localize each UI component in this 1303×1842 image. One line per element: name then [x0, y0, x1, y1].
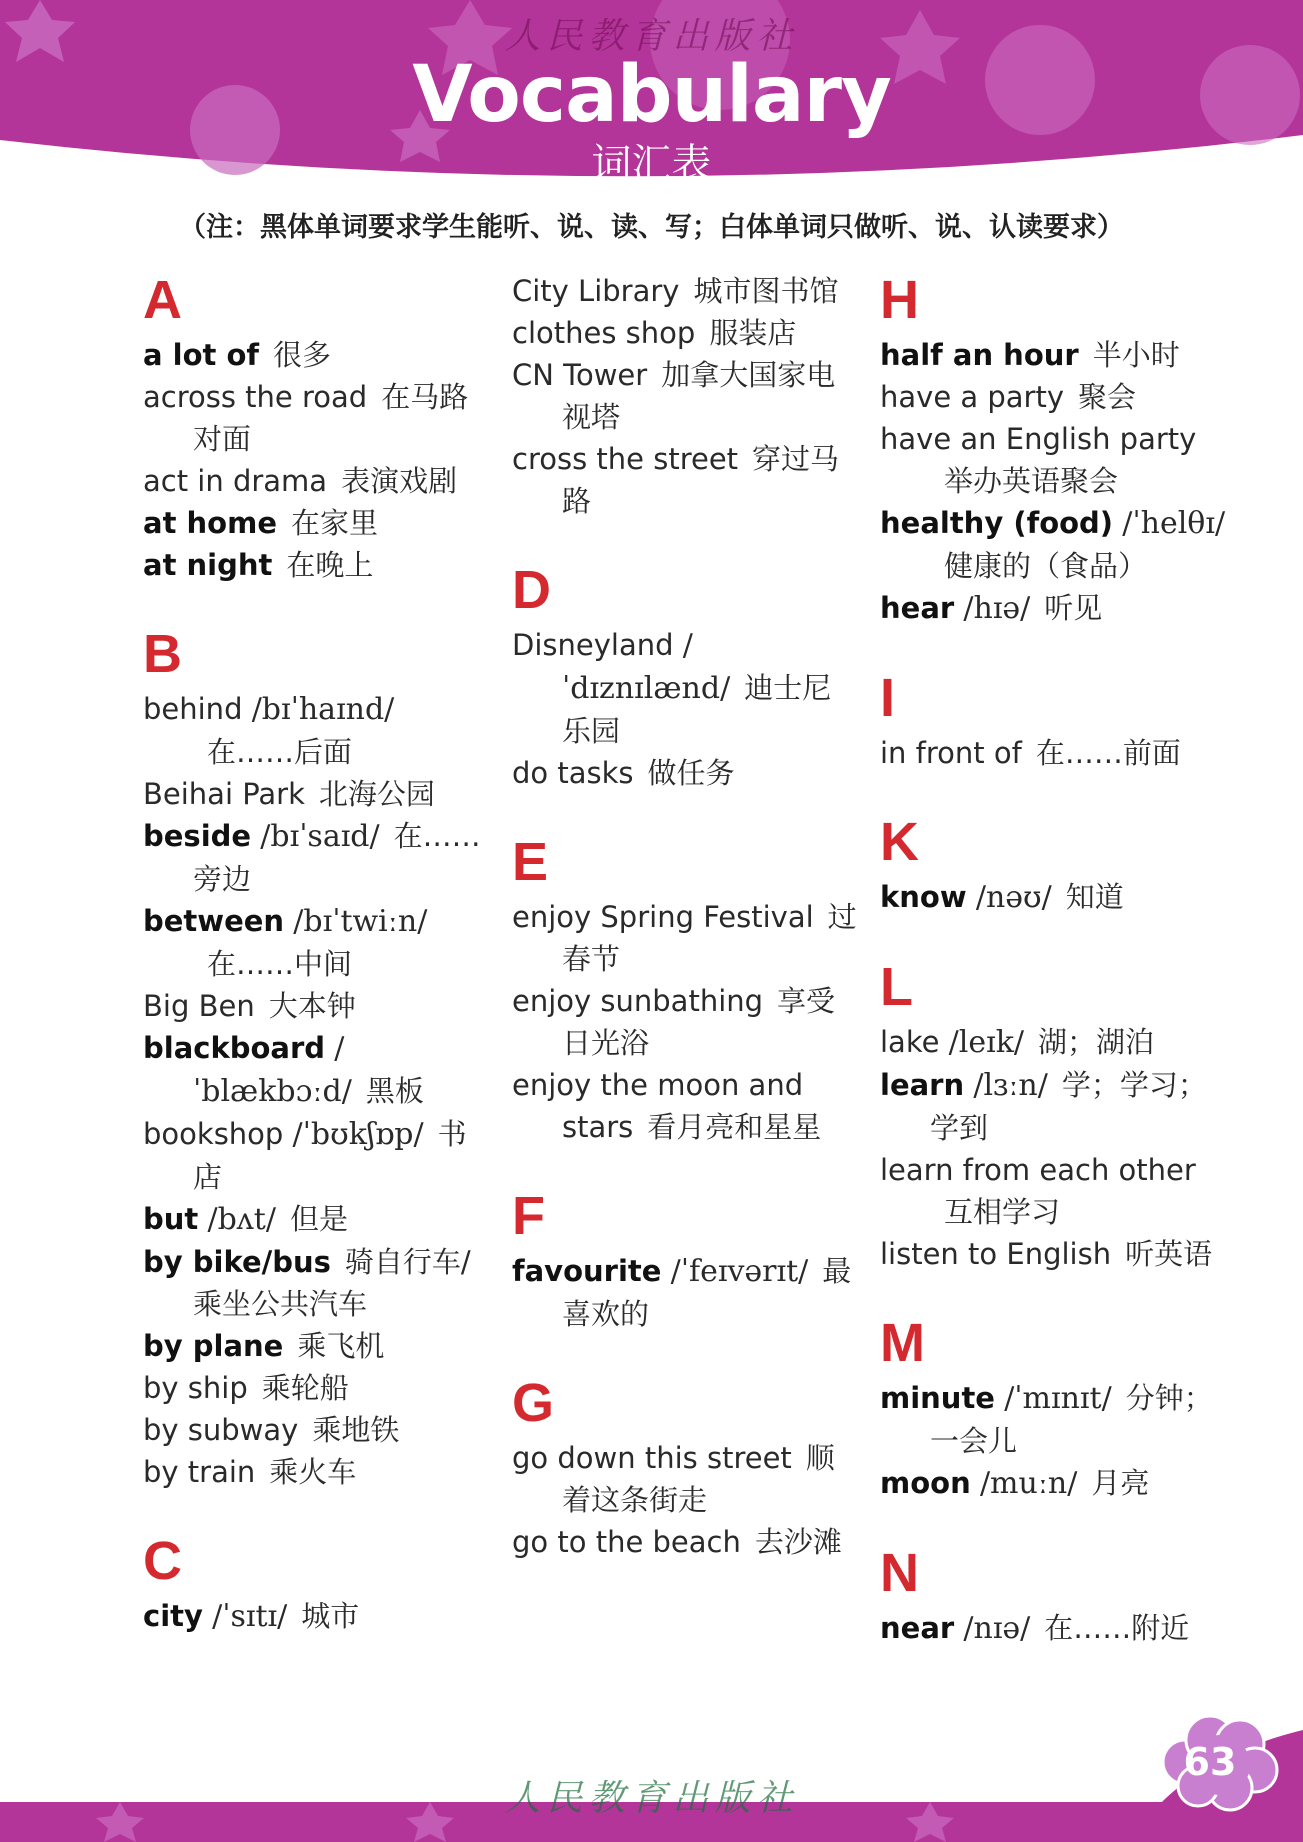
vocab-word: at night	[143, 548, 273, 582]
vocab-meaning: 黑板	[365, 1074, 424, 1108]
vocab-word: Disneyland	[512, 628, 674, 662]
vocab-column-3	[880, 270, 1230, 1688]
vocab-phonetic: /ˈmɪnɪt/	[1004, 1381, 1112, 1416]
vocab-meaning: 很多	[273, 338, 332, 372]
vocab-entry	[880, 1377, 1230, 1462]
vocab-entry	[512, 1437, 857, 1521]
vocab-meaning: 健康的（食品）	[944, 549, 1148, 583]
vocab-word: City Library	[512, 274, 680, 308]
vocab-meaning: 乘地铁	[312, 1413, 400, 1447]
vocab-word: know	[880, 880, 967, 914]
vocab-entry	[880, 376, 1230, 418]
vocab-entry	[143, 334, 488, 376]
vocab-meaning: 做任务	[647, 756, 735, 790]
vocab-entry	[512, 438, 857, 522]
vocab-meaning: 穿过马路	[562, 442, 840, 518]
vocab-word: in front of	[880, 736, 1022, 770]
vocab-phonetic: /leɪk/	[948, 1025, 1024, 1060]
vocab-word: by bike/bus	[143, 1245, 331, 1279]
vocab-word: clothes shop	[512, 316, 696, 350]
vocab-entry	[143, 376, 488, 460]
vocab-word: act in drama	[143, 464, 328, 498]
vocab-meaning: 互相学习	[944, 1195, 1061, 1229]
vocab-entry	[512, 1064, 857, 1148]
vocab-meaning: 湖；湖泊	[1038, 1025, 1155, 1059]
vocab-word: listen to English	[880, 1237, 1112, 1271]
vocab-meaning: 半小时	[1092, 338, 1180, 372]
vocab-section-h	[880, 270, 1230, 630]
vocab-phonetic: /ˈblækbɔːd/	[193, 1031, 352, 1109]
vocab-word: hear	[880, 591, 955, 625]
vocab-word: blackboard	[143, 1031, 326, 1065]
vocab-entry	[143, 773, 488, 815]
vocab-word: by train	[143, 1455, 256, 1489]
vocab-entry	[143, 1113, 488, 1198]
vocab-section-a	[143, 270, 488, 586]
vocab-word: lake	[880, 1025, 940, 1059]
page-title: Vocabulary	[412, 50, 891, 140]
vocab-word: do tasks	[512, 756, 634, 790]
vocab-meaning: 听见	[1044, 591, 1103, 625]
section-letter: A	[143, 270, 182, 330]
vocab-entry	[512, 312, 857, 354]
vocab-word: by ship	[143, 1371, 248, 1405]
vocab-phonetic: /nəʊ/	[975, 880, 1052, 915]
vocab-meaning: 书店	[193, 1117, 467, 1194]
vocab-word: at home	[143, 506, 277, 540]
vocab-meaning: 大本钟	[268, 989, 356, 1023]
vocab-meaning: 学；学习；学到	[930, 1068, 1207, 1145]
vocab-word: near	[880, 1611, 955, 1645]
vocab-meaning: 月亮	[1091, 1466, 1150, 1500]
publisher-watermark: 人民教育出版社	[504, 16, 799, 57]
vocab-meaning: 在……附近	[1044, 1611, 1190, 1645]
vocab-meaning: 北海公园	[318, 777, 435, 811]
vocab-meaning: 在马路对面	[193, 380, 469, 456]
vocab-word: bookshop	[143, 1117, 284, 1151]
vocab-section-d	[512, 560, 857, 794]
vocab-meaning: 乘火车	[269, 1455, 357, 1489]
vocab-entry	[880, 1233, 1230, 1275]
vocab-meaning: 城市图书馆	[693, 274, 839, 308]
vocab-section-l	[880, 957, 1230, 1275]
vocab-phonetic: /bɪˈtwiːn/	[293, 904, 428, 939]
vocab-column-2	[512, 270, 857, 1601]
vocab-entry	[143, 502, 488, 544]
vocab-word: minute	[880, 1381, 995, 1415]
vocab-phonetic: /lɜːn/	[973, 1068, 1048, 1103]
vocab-entry	[512, 1250, 857, 1335]
vocab-meaning: 在……中间	[207, 947, 353, 981]
vocab-meaning: 在……后面	[207, 735, 353, 769]
vocab-entry	[880, 732, 1230, 774]
vocab-word: go to the beach	[512, 1525, 741, 1559]
vocab-meaning: 在晚上	[286, 548, 374, 582]
vocab-word: have an English party	[880, 422, 1197, 456]
vocab-phonetic: /ˈhelθɪ/	[1122, 506, 1226, 541]
vocab-meaning: 举办英语聚会	[944, 464, 1119, 498]
vocab-word: have a party	[880, 380, 1064, 414]
vocab-entry	[880, 1021, 1230, 1064]
vocab-entry	[512, 896, 857, 980]
vocab-word: across the road	[143, 380, 368, 414]
vocab-entry	[880, 1462, 1230, 1505]
vocab-word: enjoy sunbathing	[512, 984, 764, 1018]
vocab-meaning: 服装店	[709, 316, 797, 350]
vocab-word: city	[143, 1599, 203, 1633]
vocab-word: enjoy the moon and stars	[512, 1068, 804, 1144]
vocab-word: half an hour	[880, 338, 1079, 372]
vocab-entry	[512, 1521, 857, 1563]
vocab-word: beside	[143, 819, 252, 853]
vocab-entry	[880, 334, 1230, 376]
vocab-entry	[880, 876, 1230, 919]
vocab-word: by plane	[143, 1329, 284, 1363]
vocab-section-b	[143, 624, 488, 1493]
header-banner	[0, 0, 1303, 200]
vocab-entry	[512, 354, 857, 438]
vocab-meaning: 知道	[1065, 880, 1124, 914]
vocab-meaning: 城市	[301, 1599, 360, 1633]
vocab-phonetic: /hɪə/	[963, 591, 1031, 626]
vocab-meaning: 在……旁边	[193, 819, 481, 896]
vocab-meaning: 骑自行车/乘坐公共汽车	[193, 1245, 471, 1321]
vocab-section-i	[880, 668, 1230, 774]
vocab-word: enjoy Spring Festival	[512, 900, 814, 934]
vocab-meaning: 享受日光浴	[562, 984, 836, 1060]
vocab-section-g	[512, 1373, 857, 1563]
vocab-entry	[880, 1149, 1230, 1233]
vocab-entry	[143, 544, 488, 586]
page-number: 63	[1183, 1740, 1237, 1784]
vocab-word: cross the street	[512, 442, 739, 476]
vocab-section-f	[512, 1186, 857, 1335]
vocab-entry	[143, 1451, 488, 1493]
vocab-word: CN Tower	[512, 358, 648, 392]
section-letter: B	[143, 624, 182, 684]
section-letter: F	[512, 1186, 545, 1246]
vocab-word: learn from each other	[880, 1153, 1196, 1187]
vocab-word: go down this street	[512, 1441, 792, 1475]
vocab-phonetic: /muːn/	[979, 1466, 1078, 1501]
section-letter: E	[512, 832, 549, 892]
vocab-phonetic: /ˈsɪtɪ/	[212, 1599, 288, 1634]
vocab-entry	[143, 1241, 488, 1325]
vocab-entry	[143, 1409, 488, 1451]
vocab-entry	[880, 1607, 1230, 1650]
section-letter: N	[880, 1543, 919, 1603]
vocab-section-e	[512, 832, 857, 1148]
vocab-entry	[512, 752, 857, 794]
vocab-section-continued	[512, 270, 857, 522]
vocab-meaning: 但是	[289, 1202, 348, 1236]
vocab-entry	[143, 985, 488, 1027]
vocab-word: by subway	[143, 1413, 299, 1447]
vocab-meaning: 去沙滩	[754, 1525, 842, 1559]
vocab-word: healthy (food)	[880, 506, 1114, 540]
page-subtitle: 词汇表	[591, 141, 712, 187]
usage-note: （注：黑体单词要求学生能听、说、读、写；白体单词只做听、说、认读要求）	[179, 212, 1124, 243]
section-letter: C	[143, 1531, 182, 1591]
vocab-phonetic: /bʌt/	[207, 1202, 276, 1237]
vocab-word: but	[143, 1202, 199, 1236]
section-letter: K	[880, 812, 919, 872]
vocab-meaning: 在……前面	[1035, 736, 1181, 770]
vocab-entry	[143, 688, 488, 773]
vocab-entry	[143, 900, 488, 985]
vocab-meaning: 乘飞机	[297, 1329, 385, 1363]
section-letter: G	[512, 1373, 555, 1433]
vocab-word: behind	[143, 692, 243, 726]
vocab-entry	[880, 587, 1230, 630]
vocab-entry	[143, 1595, 488, 1638]
vocab-phonetic: /ˈfeɪvərɪt/	[670, 1254, 809, 1289]
section-letter: L	[880, 957, 913, 1017]
vocab-entry	[143, 1325, 488, 1367]
vocab-phonetic: /bɪˈhaɪnd/	[251, 692, 395, 727]
vocab-meaning: 迪士尼乐园	[562, 671, 832, 748]
vocab-section-c	[143, 1531, 488, 1638]
vocab-phonetic: /ˈdɪznɪlænd/	[562, 628, 731, 706]
vocab-meaning: 乘轮船	[261, 1371, 349, 1405]
vocab-entry	[512, 624, 857, 752]
vocab-meaning: 聚会	[1078, 380, 1137, 414]
vocab-word: favourite	[512, 1254, 662, 1288]
section-letter: M	[880, 1313, 925, 1373]
section-letter: D	[512, 560, 551, 620]
vocab-entry	[143, 1027, 488, 1113]
vocab-entry	[143, 1367, 488, 1409]
vocab-phonetic: /bɪˈsaɪd/	[260, 819, 380, 854]
vocab-meaning: 看月亮和星星	[647, 1110, 822, 1144]
vocab-meaning: 表演戏剧	[341, 464, 458, 498]
vocab-meaning: 过春节	[562, 900, 857, 976]
vocab-meaning: 分钟；一会儿	[930, 1381, 1213, 1458]
vocab-meaning: 最喜欢的	[562, 1254, 852, 1331]
vocab-phonetic: /ˈbʊkʃɒp/	[292, 1117, 424, 1152]
vocab-section-m	[880, 1313, 1230, 1505]
vocab-word: between	[143, 904, 285, 938]
vocab-entry	[512, 980, 857, 1064]
vocab-word: Beihai Park	[143, 777, 305, 811]
vocab-column-1	[143, 270, 488, 1676]
vocab-entry	[880, 1064, 1230, 1149]
vocab-entry	[880, 502, 1230, 587]
section-letter: H	[880, 270, 919, 330]
vocab-entry	[143, 815, 488, 900]
vocab-word: Big Ben	[143, 989, 255, 1023]
footer-publisher-watermark: 人民教育出版社	[504, 1778, 799, 1819]
vocab-section-n	[880, 1543, 1230, 1650]
vocab-word: a lot of	[143, 338, 260, 372]
vocab-entry	[512, 270, 857, 312]
vocab-meaning: 加拿大国家电视塔	[562, 358, 836, 434]
vocab-entry	[143, 1198, 488, 1241]
vocab-entry	[880, 418, 1230, 502]
vocab-word: learn	[880, 1068, 965, 1102]
vocab-meaning: 在家里	[290, 506, 378, 540]
vocab-section-k	[880, 812, 1230, 919]
vocab-meaning: 顺着这条街走	[562, 1441, 835, 1517]
vocab-word: moon	[880, 1466, 971, 1500]
vocab-meaning: 听英语	[1125, 1237, 1213, 1271]
vocab-phonetic: /nɪə/	[963, 1611, 1031, 1646]
vocab-entry	[143, 460, 488, 502]
section-letter: I	[880, 668, 896, 728]
